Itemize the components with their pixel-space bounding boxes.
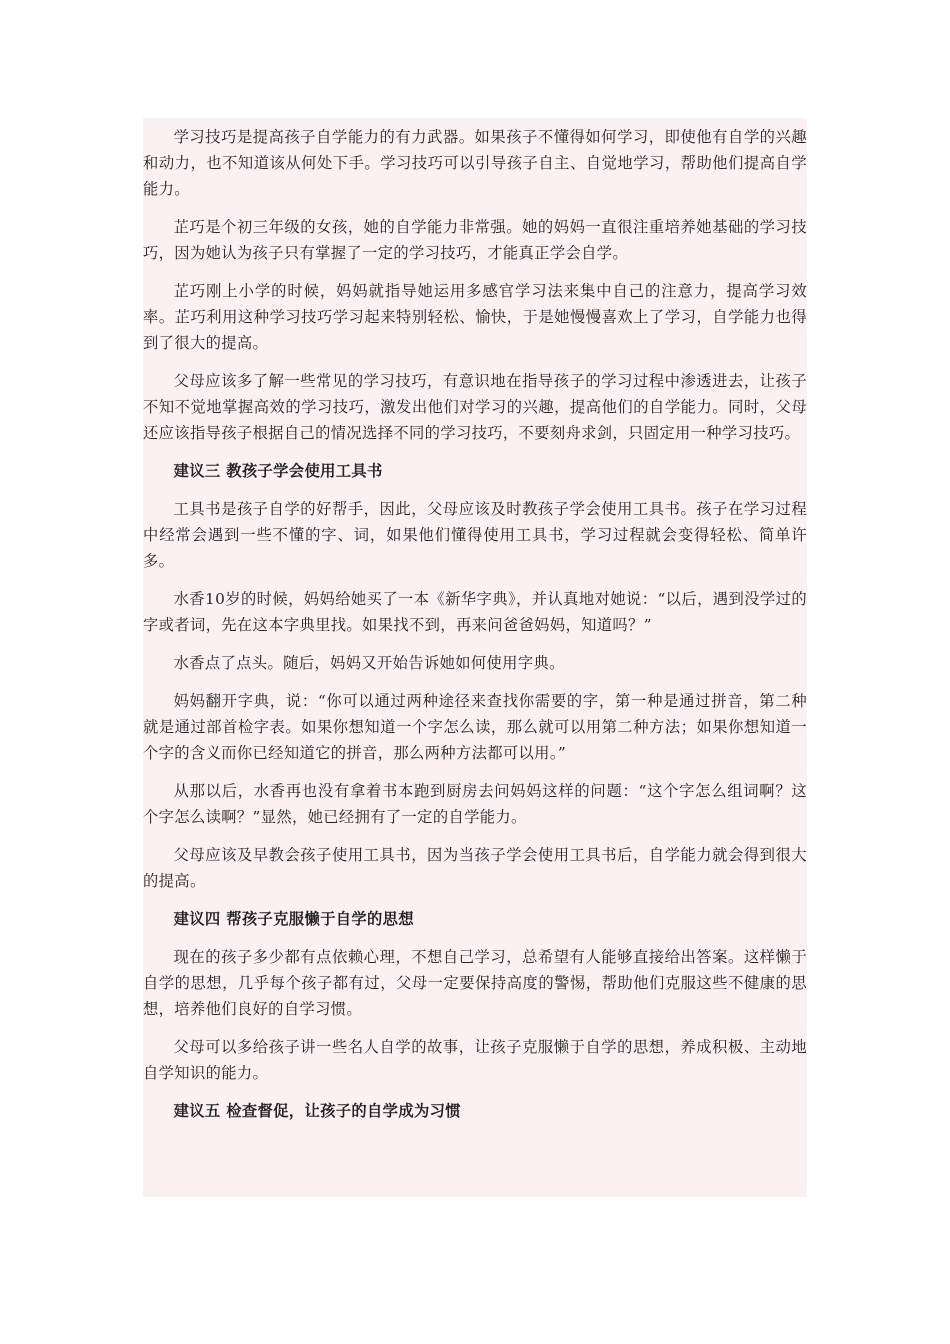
paragraph-dependence: 现在的孩子多少都有点依赖心理，不想自己学习，总希望有人能够直接给出答案。这样懒于自学的思想，几乎每个孩子都有过，父母一定要保持高度的警惕，帮助他们克服这些不健康的思想，培养他们良好的自学习惯。 (143, 948, 807, 1018)
paragraph-zhiqiao-primary-school: 芷巧刚上小学的时候，妈妈就指导她运用多感官学习法来集中自己的注意力，提高学习效率。芷巧利用这种学习技巧学习起来特别轻松、愉快，于是她慢慢喜欢上了学习，自学能力也得到了很大的提高。 (143, 282, 807, 352)
paragraph-mother-explains: 妈妈翻开字典，说：“你可以通过两种途径来查找你需要的字，第一种是通过拼音，第二种就是通过部首检字表。如果你想知道一个字怎么读，那么就可以用第二种方法；如果你想知道一个字的含义而你已经知道它的拼音，那么两种方法都可以用。” (143, 692, 807, 762)
heading-suggestion-five: 建议五 检查督促，让孩子的自学成为习惯 (173, 1102, 461, 1120)
paragraph-since-then: 从那以后，水香再也没有拿着书本跑到厨房去问妈妈这样的问题：“这个字怎么组词啊？这个字怎么读啊？”显然，她已经拥有了一定的自学能力。 (143, 782, 807, 826)
paragraph-teach-early: 父母应该及早教会孩子使用工具书，因为当孩子学会使用工具书后，自学能力就会得到很大的提高。 (143, 846, 807, 890)
paragraph-shuixiang-dictionary: 水香10岁的时候，妈妈给她买了一本《新华字典》，并认真地对她说：“以后，遇到没学过的字或者词，先在这本字典里找。如果找不到，再来问爸爸妈妈，知道吗？” (143, 590, 807, 634)
paragraph-famous-stories: 父母可以多给孩子讲一些名人自学的故事，让孩子克服懒于自学的思想，养成积极、主动地自学知识的能力。 (143, 1038, 807, 1082)
heading-suggestion-four: 建议四 帮孩子克服懒于自学的思想 (173, 910, 414, 928)
article-body (143, 118, 807, 1197)
paragraph-zhiqiao-intro: 芷巧是个初三年级的女孩，她的自学能力非常强。她的妈妈一直很注重培养她基础的学习技巧，因为她认为孩子只有掌握了一定的学习技巧，才能真正学会自学。 (143, 218, 807, 262)
paragraph-shuixiang-nod: 水香点了点头。随后，妈妈又开始告诉她如何使用字典。 (173, 654, 565, 672)
paragraph-parents-advice: 父母应该多了解一些常见的学习技巧，有意识地在指导孩子的学习过程中渗透进去，让孩子不知不觉地掌握高效的学习技巧，激发出他们对学习的兴趣，提高他们的自学能力。同时，父母还应该指导孩子根据自己的情况选择不同的学习技巧，不要刻舟求剑，只固定用一种学习技巧。 (143, 372, 807, 442)
paragraph-learning-skills: 学习技巧是提高孩子自学能力的有力武器。如果孩子不懂得如何学习，即使他有自学的兴趣和动力，也不知道该从何处下手。学习技巧可以引导孩子自主、自觉地学习，帮助他们提高自学能力。 (143, 128, 807, 198)
heading-suggestion-three: 建议三 教孩子学会使用工具书 (173, 462, 383, 480)
paragraph-reference-books: 工具书是孩子自学的好帮手，因此，父母应该及时教孩子学会使用工具书。孩子在学习过程中经常会遇到一些不懂的字、词，如果他们懂得使用工具书，学习过程就会变得轻松、简单许多。 (143, 500, 807, 570)
